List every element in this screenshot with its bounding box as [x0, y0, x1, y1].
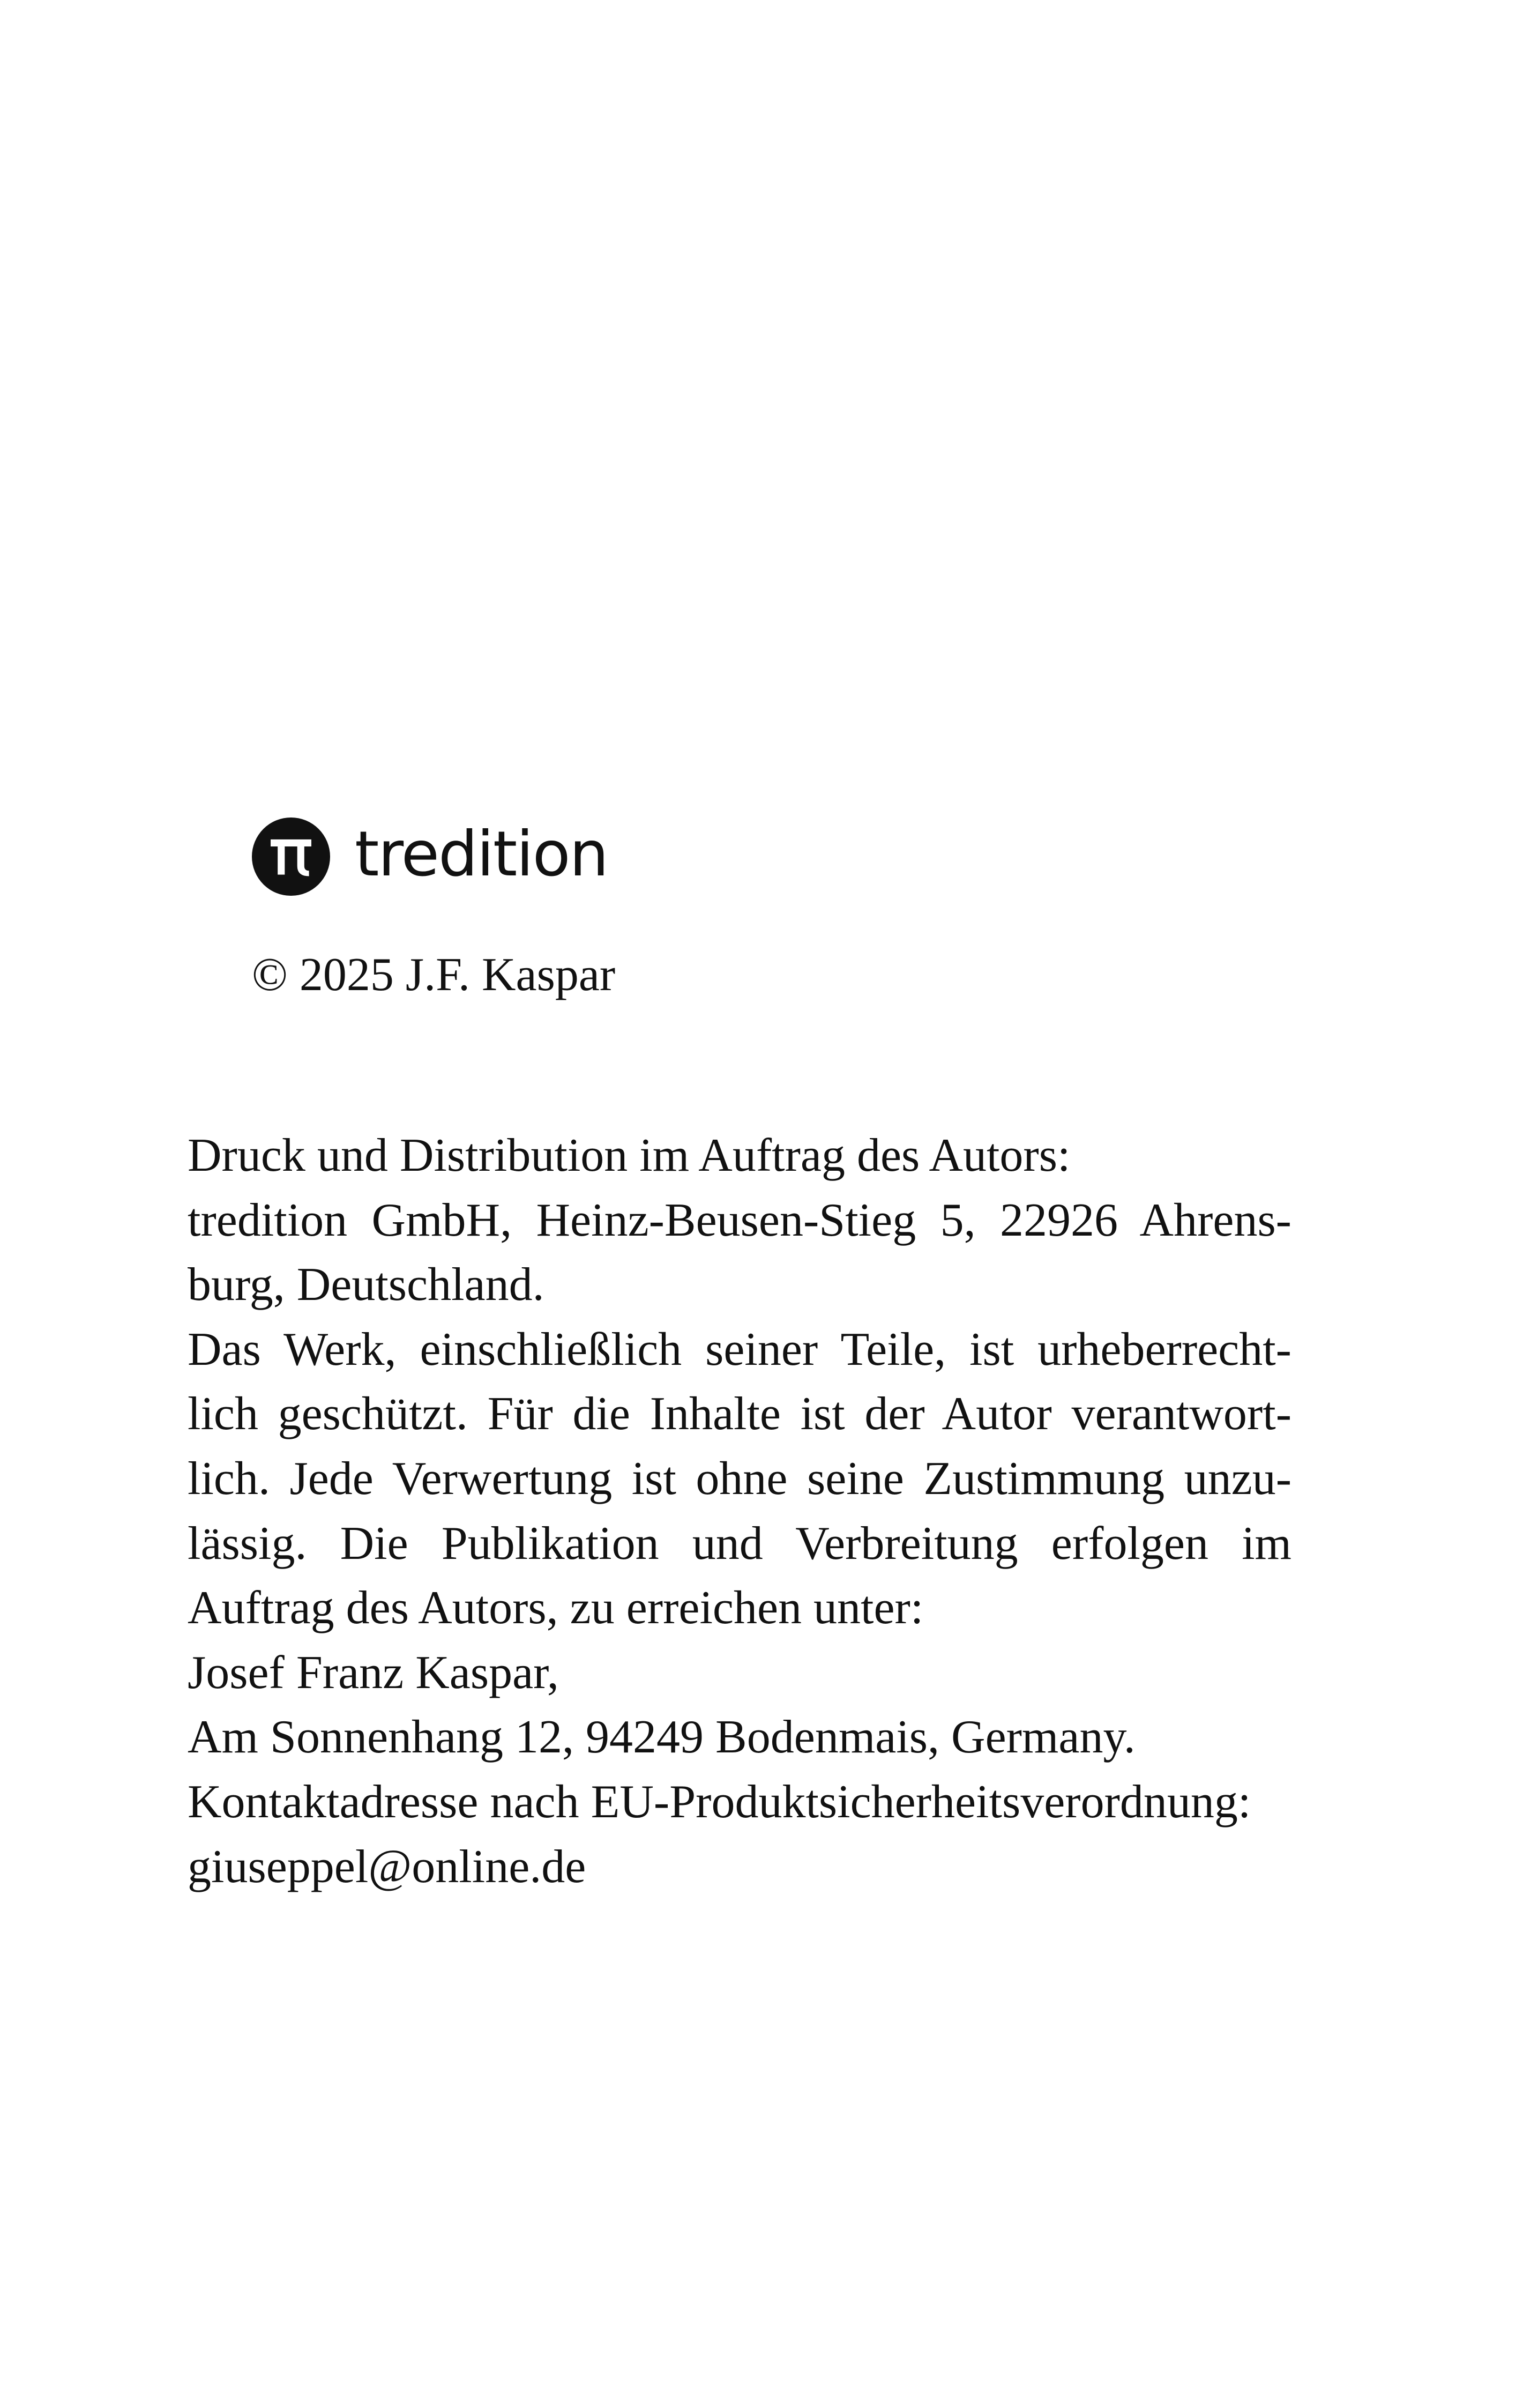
imprint-line: Kontaktadresse nach EU-Produktsicherheitsverordnung: [188, 1775, 1251, 1828]
imprint-line: lich geschützt. Für die Inhalte ist der Autor verantwort- [188, 1388, 1291, 1440]
imprint-line: Josef Franz Kaspar, [188, 1646, 559, 1699]
contact-email: giuseppel@online.de [188, 1840, 586, 1893]
imprint-line: lich. Jede Verwertung ist ohne seine Zustimmung unzu- [188, 1452, 1291, 1505]
tredition-logo-icon [252, 817, 330, 896]
imprint-line: Auftrag des Autors, zu erreichen unter: [188, 1582, 924, 1634]
imprint-line: Druck und Distribution im Auftrag des Autors: [188, 1129, 1071, 1181]
copyright-notice: © 2025 J.F. Kaspar [252, 949, 616, 1001]
imprint-line: Am Sonnenhang 12, 94249 Bodenmais, Germany. [188, 1711, 1136, 1764]
logo-wordmark: tredition [355, 818, 608, 890]
imprint-line: Das Werk, einschließlich seiner Teile, ist urheberrecht- [188, 1323, 1291, 1376]
publisher-logo [252, 814, 608, 900]
imprint-text [188, 1124, 1291, 1899]
imprint-line: burg, Deutschland. [188, 1259, 544, 1311]
imprint-line: lässig. Die Publikation und Verbreitung erfolgen im [188, 1517, 1291, 1570]
imprint-line: tredition GmbH, Heinz-Beusen-Stieg 5, 22926 Ahrens- [188, 1194, 1291, 1246]
